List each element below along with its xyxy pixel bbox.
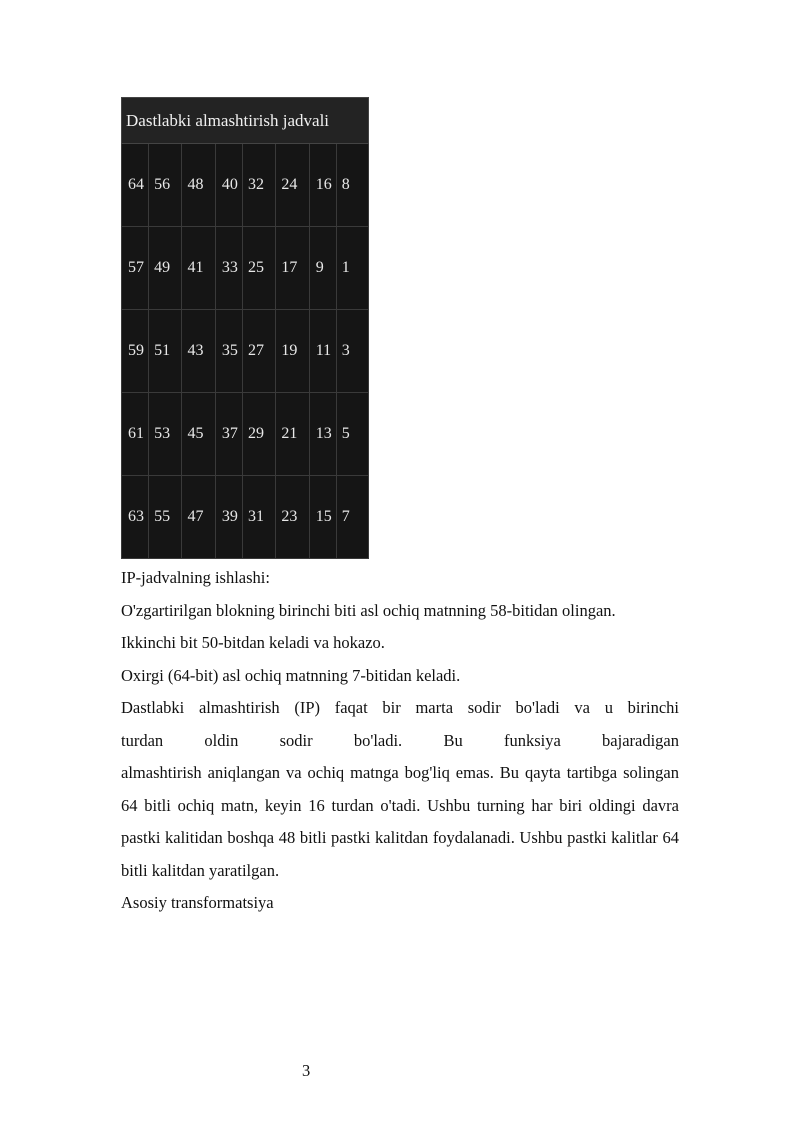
table-cell: 11 (309, 310, 336, 393)
paragraph-first-bit: O'zgartirilgan blokning birinchi biti asl ochiq matnning 58-bitidan olingan. (121, 600, 616, 620)
table-cell: 5 (336, 393, 368, 476)
table-cell: 61 (122, 393, 149, 476)
table-cell: 43 (182, 310, 215, 393)
table-cell: 40 (215, 144, 242, 227)
table-cell: 31 (242, 476, 275, 559)
table-cell: 7 (336, 476, 368, 559)
table-caption: Dastlabki almashtirish jadvali (122, 98, 369, 144)
table-body (122, 144, 369, 559)
table-cell: 64 (122, 144, 149, 227)
table-cell: 17 (276, 227, 309, 310)
table-cell: 32 (242, 144, 275, 227)
table-row (122, 476, 369, 559)
table-row (122, 144, 369, 227)
table-cell: 13 (309, 393, 336, 476)
table-cell: 56 (149, 144, 182, 227)
table-cell: 3 (336, 310, 368, 393)
table-cell: 33 (215, 227, 242, 310)
table-cell: 63 (122, 476, 149, 559)
table-cell: 41 (182, 227, 215, 310)
table-cell: 55 (149, 476, 182, 559)
table-cell: 51 (149, 310, 182, 393)
table-cell: 37 (215, 393, 242, 476)
section-heading: IP-jadvalning ishlashi: (121, 568, 270, 587)
table-cell: 57 (122, 227, 149, 310)
paragraph-main-transform: Asosiy transformatsiya (121, 893, 274, 912)
page-number: 3 (302, 1061, 311, 1080)
table-cell: 47 (182, 476, 215, 559)
paragraph-ip-line-2: turdan oldin sodir bo'ladi. Bu funksiya bajaradigan (121, 730, 679, 750)
table-cell: 35 (215, 310, 242, 393)
paragraph-last-bit: Oxirgi (64-bit) asl ochiq matnning 7-bitidan keladi. (121, 665, 461, 685)
table-cell: 25 (242, 227, 275, 310)
table-cell: 23 (276, 476, 309, 559)
table-cell: 9 (309, 227, 336, 310)
table-cell: 8 (336, 144, 368, 227)
table-cell: 15 (309, 476, 336, 559)
paragraph-second-bit: Ikkinchi bit 50-bitdan keladi va hokazo. (121, 633, 385, 652)
table-cell: 1 (336, 227, 368, 310)
table-cell: 29 (242, 393, 275, 476)
initial-permutation-table (121, 97, 369, 559)
table-row (122, 227, 369, 310)
table-cell: 59 (122, 310, 149, 393)
table-cell: 24 (276, 144, 309, 227)
table-cell: 48 (182, 144, 215, 227)
body-text (121, 562, 679, 920)
table-cell: 53 (149, 393, 182, 476)
table-cell: 16 (309, 144, 336, 227)
paragraph-ip-rest: almashtirish aniqlangan va ochiq matnga bog'liq emas. Bu qayta tartibga solingan 64 bitli ochiq matn, keyin 16 turdan o'tadi. Ushbu turning har biri oldingi davra pastki kalitidan boshqa 48 bitli pastki kalitdan foydalanadi. Ushbu pastki kalitlar 64 bitli kalitdan yaratilgan. (121, 763, 679, 880)
table-cell: 19 (276, 310, 309, 393)
table-cell: 39 (215, 476, 242, 559)
table-row (122, 393, 369, 476)
table-cell: 27 (242, 310, 275, 393)
table-row (122, 310, 369, 393)
table-cell: 21 (276, 393, 309, 476)
paragraph-ip-line-1: Dastlabki almashtirish (IP) faqat bir marta sodir bo'ladi va u birinchi (121, 698, 679, 717)
table-cell: 49 (149, 227, 182, 310)
table-cell: 45 (182, 393, 215, 476)
